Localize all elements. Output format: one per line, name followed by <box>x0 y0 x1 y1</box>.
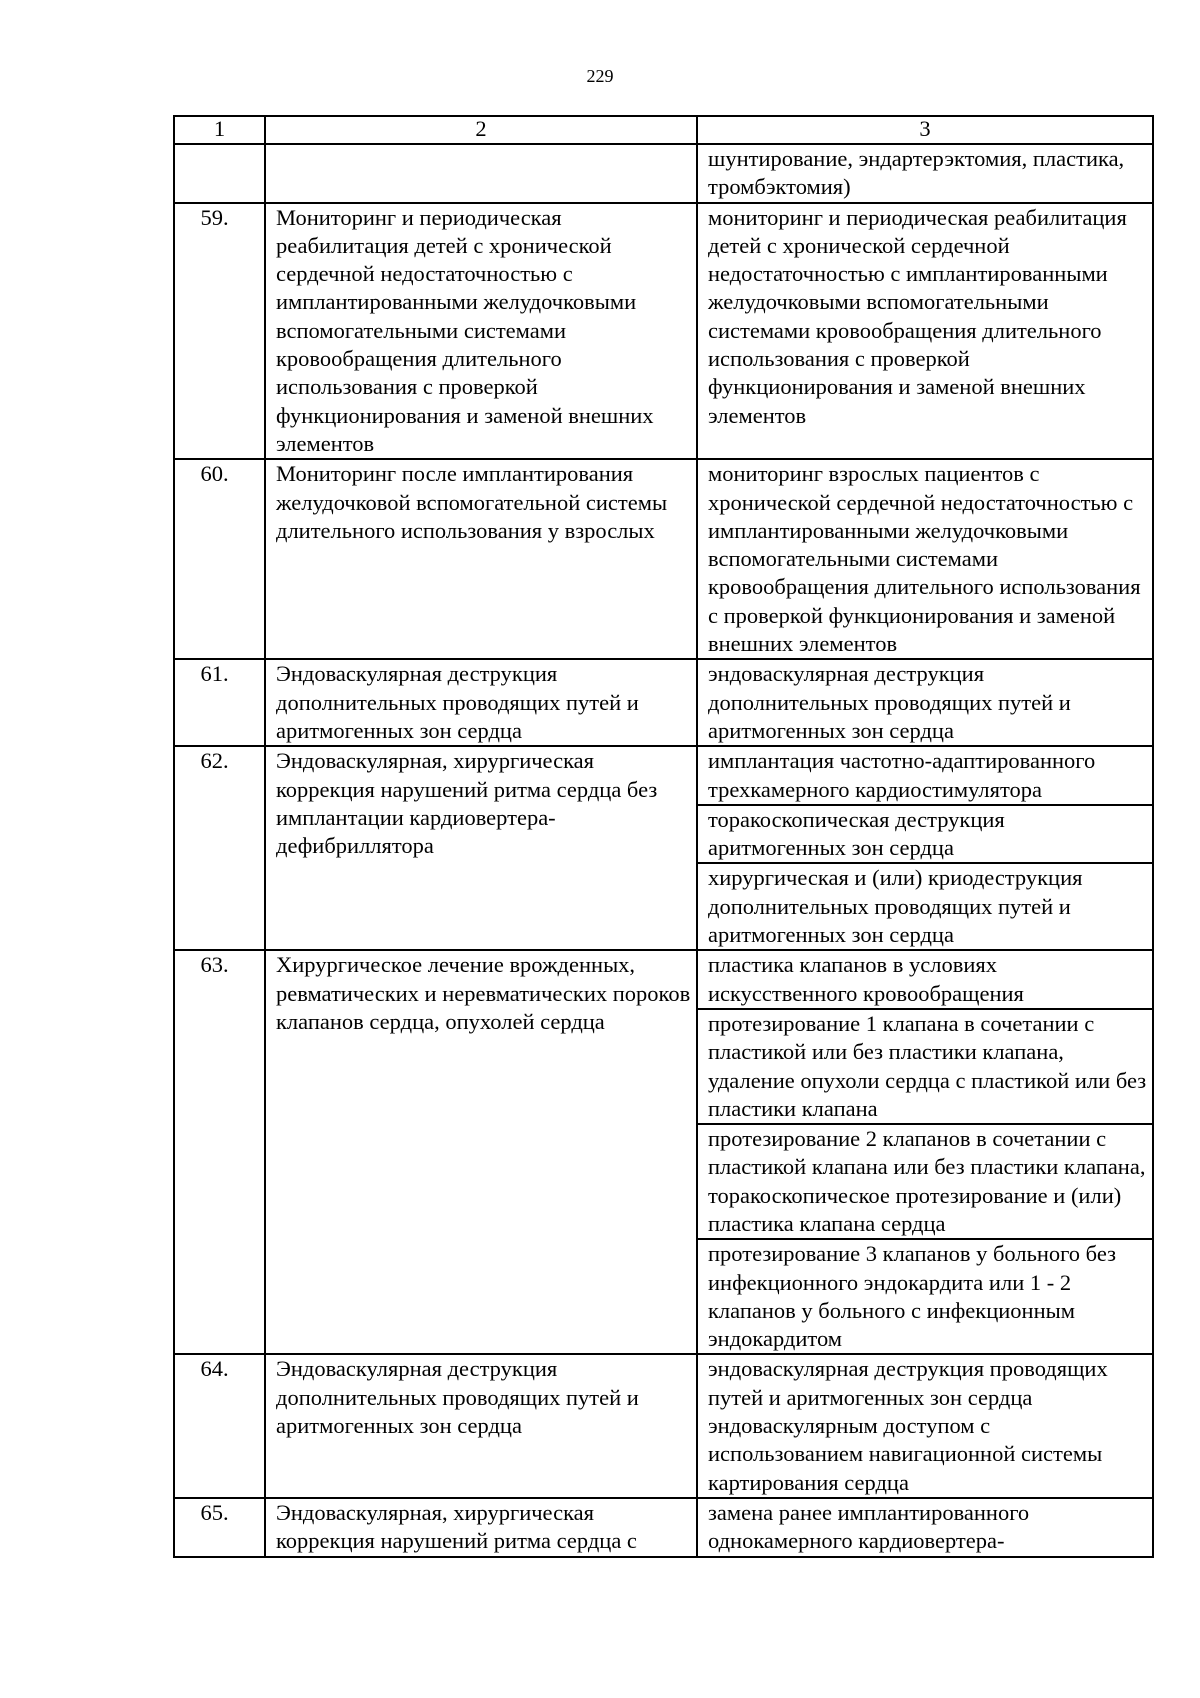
method-cell: шунтирование, эндартерэктомия, пластика, тромбэктомия) <box>697 144 1153 203</box>
empty-cell <box>174 144 265 203</box>
table-row <box>174 203 1153 460</box>
procedure-name-cell: Эндоваскулярная деструкция дополнительных проводящих путей и аритмогенных зон сердца <box>265 659 697 746</box>
row-number-cell: 61. <box>174 659 265 746</box>
method-cell: хирургическая и (или) криодеструкция дополнительных проводящих путей и аритмогенных зон сердца <box>697 863 1153 950</box>
table-row <box>174 746 1153 805</box>
method-cell: торакоскопическая деструкция аритмогенных зон сердца <box>697 805 1153 864</box>
row-number-cell: 59. <box>174 203 265 460</box>
continuation-row <box>174 144 1153 203</box>
table-header-row <box>174 116 1153 144</box>
column-header: 1 <box>174 116 265 144</box>
method-cell: протезирование 3 клапанов у больного без инфекционного эндокардита или 1 - 2 клапанов у больного с инфекционным эндокардитом <box>697 1239 1153 1354</box>
table-row <box>174 659 1153 746</box>
procedure-name-cell: Эндоваскулярная, хирургическая коррекция нарушений ритма сердца без имплантации кардиовертера-дефибриллятора <box>265 746 697 950</box>
table-row <box>174 950 1153 1009</box>
row-number-cell: 64. <box>174 1354 265 1497</box>
procedure-name-cell: Мониторинг и периодическая реабилитация детей с хронической сердечной недостаточностью с имплантированными желудочковыми вспомогательными системами кровообращения длительного использования с проверкой функционирования и заменой внешних элементов <box>265 203 697 460</box>
method-cell: пластика клапанов в условиях искусственного кровообращения <box>697 950 1153 1009</box>
method-cell: замена ранее имплантированного однокамерного кардиовертера- <box>697 1498 1153 1557</box>
method-cell: протезирование 1 клапана в сочетании с пластикой или без пластики клапана, удаление опухоли сердца с пластикой или без пластики клапана <box>697 1009 1153 1124</box>
row-number-cell: 63. <box>174 950 265 1354</box>
procedure-name-cell: Хирургическое лечение врожденных, ревматических и неревматических пороков клапанов сердца, опухолей сердца <box>265 950 697 1354</box>
table-row <box>174 1354 1153 1497</box>
procedure-name-cell: Эндоваскулярная, хирургическая коррекция нарушений ритма сердца с <box>265 1498 697 1557</box>
row-number-cell: 65. <box>174 1498 265 1557</box>
procedure-name-cell: Мониторинг после имплантирования желудочковой вспомогательной системы длительного использования у взрослых <box>265 459 697 659</box>
table-row <box>174 1498 1153 1557</box>
method-cell: мониторинг взрослых пациентов с хронической сердечной недостаточностью с имплантированными желудочковыми вспомогательными системами кровообращения длительного использования с проверкой функционирования и заменой внешних элементов <box>697 459 1153 659</box>
page-number: 229 <box>586 66 614 86</box>
procedure-name-cell: Эндоваскулярная деструкция дополнительных проводящих путей и аритмогенных зон сердца <box>265 1354 697 1497</box>
table-row <box>174 459 1153 659</box>
method-cell: протезирование 2 клапанов в сочетании с пластикой клапана или без пластики клапана, торакоскопическое протезирование и (или) пластика клапана сердца <box>697 1124 1153 1239</box>
method-cell: имплантация частотно-адаптированного трехкамерного кардиостимулятора <box>697 746 1153 805</box>
method-cell: эндоваскулярная деструкция дополнительных проводящих путей и аритмогенных зон сердца <box>697 659 1153 746</box>
empty-cell <box>265 144 697 203</box>
method-cell: мониторинг и периодическая реабилитация детей с хронической сердечной недостаточностью с имплантированными желудочковыми вспомогательными системами кровообращения длительного использования с проверкой функционирования и заменой внешних элементов <box>697 203 1153 460</box>
column-header: 3 <box>697 116 1153 144</box>
row-number-cell: 60. <box>174 459 265 659</box>
method-cell: эндоваскулярная деструкция проводящих путей и аритмогенных зон сердца эндоваскулярным доступом с использованием навигационной системы картирования сердца <box>697 1354 1153 1497</box>
procedures-table <box>173 115 1154 1558</box>
row-number-cell: 62. <box>174 746 265 950</box>
column-header: 2 <box>265 116 697 144</box>
